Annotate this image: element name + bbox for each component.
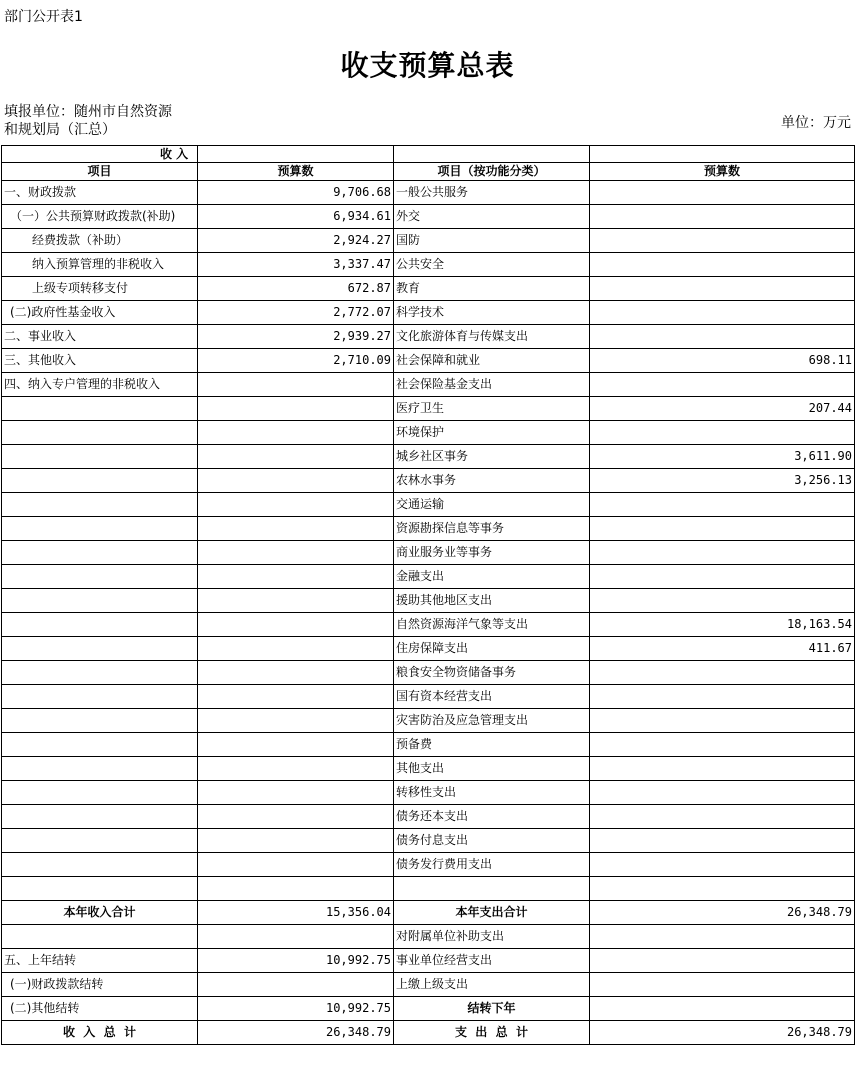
table-row (2, 301, 855, 325)
expense-item-cell: 公共安全 (394, 253, 590, 277)
income-item-cell (2, 829, 198, 853)
expense-item-cell: 农林水事务 (394, 469, 590, 493)
expense-value-cell: 411.67 (590, 637, 855, 661)
expense-value-cell (590, 781, 855, 805)
year-expense-total-label: 本年支出合计 (394, 901, 590, 925)
income-value-cell (198, 637, 394, 661)
expense-value-cell (590, 277, 855, 301)
empty-cell (2, 925, 198, 949)
budget-table (1, 145, 855, 1045)
expense-value-cell (590, 373, 855, 397)
income-value-cell (198, 613, 394, 637)
income-item-cell (2, 781, 198, 805)
income-grand-value: 26,348.79 (198, 1021, 394, 1045)
expense-item-cell: 外交 (394, 205, 590, 229)
income-item-cell: （一）公共预算财政拨款(补助) (2, 205, 198, 229)
expense-value-cell (590, 589, 855, 613)
income-value-cell (198, 397, 394, 421)
other-carry-value: 10,992.75 (198, 997, 394, 1021)
biz-unit-label: 事业单位经营支出 (394, 949, 590, 973)
expense-value-cell (590, 829, 855, 853)
table-row (2, 733, 855, 757)
expense-item-cell: 资源勘探信息等事务 (394, 517, 590, 541)
table-row (2, 877, 855, 901)
year-income-total-value: 15,356.04 (198, 901, 394, 925)
income-item-cell (2, 877, 198, 901)
income-item-cell (2, 469, 198, 493)
expense-grand-value: 26,348.79 (590, 1021, 855, 1045)
expense-value-cell (590, 709, 855, 733)
income-value-cell (198, 853, 394, 877)
expense-value-cell (590, 661, 855, 685)
empty-cell (590, 925, 855, 949)
expense-value-cell (590, 493, 855, 517)
col-expense-budget-header: 预算数 (590, 163, 855, 181)
table-row (2, 829, 855, 853)
empty-cell (590, 949, 855, 973)
carry-label: 五、上年结转 (2, 949, 198, 973)
header-row-2 (2, 163, 855, 181)
expense-item-cell: 其他支出 (394, 757, 590, 781)
income-group-header: 收 入 (2, 146, 198, 163)
expense-item-cell: 社会保障和就业 (394, 349, 590, 373)
income-value-cell: 3,337.47 (198, 253, 394, 277)
table-row (2, 781, 855, 805)
expense-item-cell: 教育 (394, 277, 590, 301)
table-row (2, 853, 855, 877)
carry-value: 10,992.75 (198, 949, 394, 973)
income-value-cell: 2,939.27 (198, 325, 394, 349)
table-row (2, 349, 855, 373)
income-item-cell (2, 517, 198, 541)
income-value-cell (198, 781, 394, 805)
fill-unit-line2: 和规划局（汇总） (4, 122, 116, 138)
unit-label: 单位：万元 (781, 115, 851, 131)
other-carry-label: (二)其他结转 (2, 997, 198, 1021)
expense-item-cell: 医疗卫生 (394, 397, 590, 421)
col-item-header: 项目 (2, 163, 198, 181)
col-expense-item-header: 项目（按功能分类） (394, 163, 590, 181)
expense-value-cell (590, 325, 855, 349)
income-group-header-blank (198, 146, 394, 163)
table-row (2, 661, 855, 685)
income-value-cell: 2,710.09 (198, 349, 394, 373)
carry-row (2, 949, 855, 973)
income-value-cell (198, 421, 394, 445)
income-item-cell (2, 493, 198, 517)
income-item-cell (2, 637, 198, 661)
table-row (2, 685, 855, 709)
table-row (2, 205, 855, 229)
income-value-cell (198, 709, 394, 733)
attached-unit-row (2, 925, 855, 949)
expense-item-cell: 粮食安全物资储备事务 (394, 661, 590, 685)
table-row (2, 493, 855, 517)
table-row (2, 517, 855, 541)
expense-value-cell (590, 565, 855, 589)
expense-item-cell: 科学技术 (394, 301, 590, 325)
income-value-cell (198, 589, 394, 613)
expense-value-cell (590, 685, 855, 709)
year-expense-total-value: 26,348.79 (590, 901, 855, 925)
income-item-cell: 三、其他收入 (2, 349, 198, 373)
income-item-cell (2, 661, 198, 685)
table-row (2, 805, 855, 829)
income-item-cell (2, 613, 198, 637)
table-number-label: 部门公开表1 (4, 9, 83, 25)
income-value-cell (198, 373, 394, 397)
income-item-cell: 经费拨款（补助） (2, 229, 198, 253)
expense-item-cell: 商业服务业等事务 (394, 541, 590, 565)
expense-item-cell: 债务还本支出 (394, 805, 590, 829)
expense-group-header-blank (590, 146, 855, 163)
table-row (2, 757, 855, 781)
income-value-cell: 6,934.61 (198, 205, 394, 229)
fill-unit (4, 103, 204, 139)
income-value-cell (198, 829, 394, 853)
expense-item-cell: 城乡社区事务 (394, 445, 590, 469)
income-value-cell (198, 661, 394, 685)
expense-item-cell: 援助其他地区支出 (394, 589, 590, 613)
income-item-cell: 二、事业收入 (2, 325, 198, 349)
expense-item-cell: 住房保障支出 (394, 637, 590, 661)
expense-value-cell (590, 877, 855, 901)
col-budget-header: 预算数 (198, 163, 394, 181)
table-row (2, 397, 855, 421)
expense-value-cell (590, 805, 855, 829)
table-row (2, 421, 855, 445)
expense-item-cell: 社会保险基金支出 (394, 373, 590, 397)
expense-item-cell (394, 877, 590, 901)
table-row (2, 229, 855, 253)
income-item-cell (2, 709, 198, 733)
table-row (2, 541, 855, 565)
income-item-cell (2, 805, 198, 829)
income-item-cell (2, 421, 198, 445)
table-row (2, 565, 855, 589)
income-item-cell (2, 853, 198, 877)
expense-item-cell: 转移性支出 (394, 781, 590, 805)
income-item-cell (2, 757, 198, 781)
expense-item-cell: 灾害防治及应急管理支出 (394, 709, 590, 733)
grand-total-row (2, 1021, 855, 1045)
table-row (2, 613, 855, 637)
expense-item-cell: 文化旅游体育与传媒支出 (394, 325, 590, 349)
expense-item-cell: 金融支出 (394, 565, 590, 589)
empty-cell (198, 973, 394, 997)
fiscal-carry-row (2, 973, 855, 997)
table-row (2, 445, 855, 469)
income-value-cell (198, 685, 394, 709)
expense-value-cell (590, 421, 855, 445)
expense-value-cell (590, 253, 855, 277)
income-value-cell (198, 805, 394, 829)
income-value-cell: 2,772.07 (198, 301, 394, 325)
expense-item-cell: 国防 (394, 229, 590, 253)
expense-value-cell: 3,611.90 (590, 445, 855, 469)
income-value-cell (198, 493, 394, 517)
table-row (2, 253, 855, 277)
income-grand-label: 收 入 总 计 (2, 1021, 198, 1045)
expense-group-header (394, 146, 590, 163)
expense-value-cell: 698.11 (590, 349, 855, 373)
empty-cell (590, 997, 855, 1021)
expense-value-cell (590, 181, 855, 205)
expense-value-cell (590, 853, 855, 877)
income-item-cell (2, 733, 198, 757)
empty-cell (198, 925, 394, 949)
year-total-row (2, 901, 855, 925)
income-value-cell (198, 757, 394, 781)
income-item-cell (2, 541, 198, 565)
expense-item-cell: 国有资本经营支出 (394, 685, 590, 709)
expense-value-cell (590, 517, 855, 541)
expense-item-cell: 交通运输 (394, 493, 590, 517)
income-value-cell (198, 469, 394, 493)
table-row (2, 637, 855, 661)
expense-item-cell: 一般公共服务 (394, 181, 590, 205)
expense-item-cell: 自然资源海洋气象等支出 (394, 613, 590, 637)
expense-item-cell: 环境保护 (394, 421, 590, 445)
expense-value-cell (590, 301, 855, 325)
expense-value-cell (590, 757, 855, 781)
expense-item-cell: 债务付息支出 (394, 829, 590, 853)
year-income-total-label: 本年收入合计 (2, 901, 198, 925)
expense-value-cell (590, 229, 855, 253)
attached-unit-label: 对附属单位补助支出 (394, 925, 590, 949)
expense-value-cell: 207.44 (590, 397, 855, 421)
income-value-cell: 2,924.27 (198, 229, 394, 253)
income-item-cell: 一、财政拨款 (2, 181, 198, 205)
table-row (2, 373, 855, 397)
income-item-cell: 上级专项转移支付 (2, 277, 198, 301)
table-row (2, 469, 855, 493)
header-row-1 (2, 146, 855, 163)
table-row (2, 277, 855, 301)
empty-cell (590, 973, 855, 997)
income-item-cell (2, 589, 198, 613)
income-item-cell: (二)政府性基金收入 (2, 301, 198, 325)
upper-pay-label: 上缴上级支出 (394, 973, 590, 997)
expense-value-cell (590, 733, 855, 757)
table-row (2, 589, 855, 613)
income-value-cell (198, 877, 394, 901)
other-carry-row (2, 997, 855, 1021)
income-value-cell (198, 541, 394, 565)
income-item-cell (2, 685, 198, 709)
fiscal-carry-label: (一)财政拨款结转 (2, 973, 198, 997)
table-row (2, 325, 855, 349)
income-item-cell: 纳入预算管理的非税收入 (2, 253, 198, 277)
expense-item-cell: 预备费 (394, 733, 590, 757)
income-value-cell: 9,706.68 (198, 181, 394, 205)
page-title: 收支预算总表 (340, 49, 515, 82)
income-value-cell (198, 565, 394, 589)
expense-value-cell: 18,163.54 (590, 613, 855, 637)
income-item-cell (2, 445, 198, 469)
income-value-cell: 672.87 (198, 277, 394, 301)
income-item-cell (2, 565, 198, 589)
income-value-cell (198, 445, 394, 469)
income-value-cell (198, 517, 394, 541)
expense-item-cell: 债务发行费用支出 (394, 853, 590, 877)
table-row (2, 709, 855, 733)
expense-value-cell (590, 205, 855, 229)
table-row (2, 181, 855, 205)
income-item-cell (2, 397, 198, 421)
income-item-cell: 四、纳入专户管理的非税收入 (2, 373, 198, 397)
expense-grand-label: 支 出 总 计 (394, 1021, 590, 1045)
fill-unit-line1: 填报单位：随州市自然资源 (4, 104, 172, 120)
next-year-label: 结转下年 (394, 997, 590, 1021)
table-footer (2, 901, 855, 1045)
expense-value-cell: 3,256.13 (590, 469, 855, 493)
income-value-cell (198, 733, 394, 757)
expense-value-cell (590, 541, 855, 565)
